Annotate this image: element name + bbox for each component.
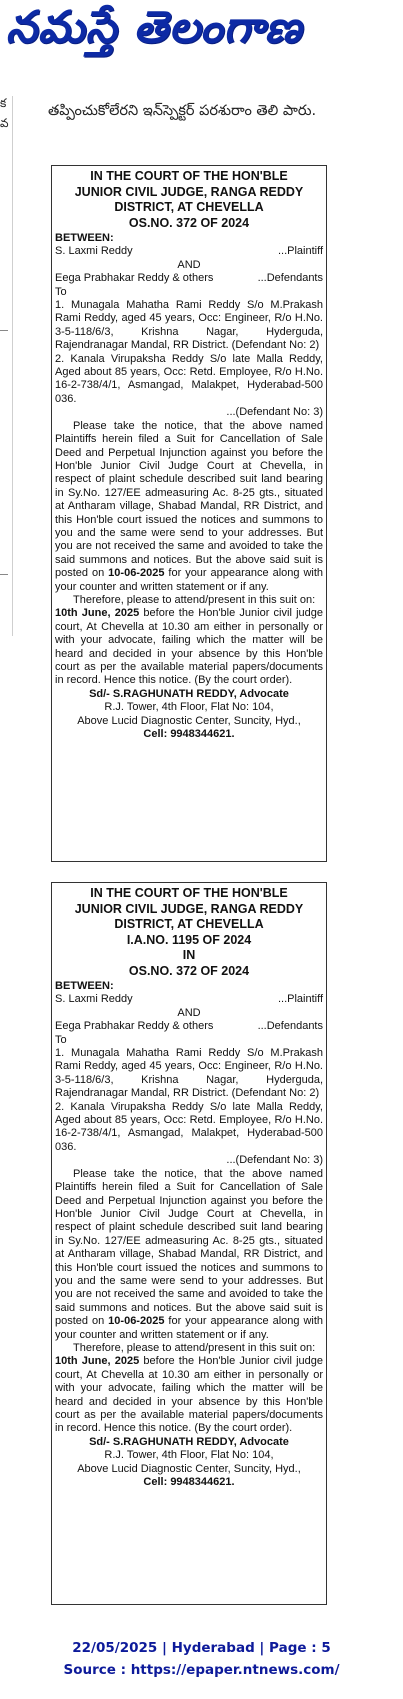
side-rule xyxy=(0,574,8,575)
column-divider xyxy=(12,96,13,636)
side-mark-1: క xyxy=(0,96,7,110)
header-line: DISTRICT, AT CHEVELLA xyxy=(114,200,264,214)
advocate-address-line: R.J. Tower, 4th Floor, Flat No: 104, xyxy=(104,701,274,714)
advocate-signature: Sd/- S.RAGHUNATH REDDY, Advocate xyxy=(89,687,289,700)
body-text: Please take the notice, that the above named Plaintiffs herein filed a Suit for Cancellation of Sale Deed and Perpetual Injunction against you before the Hon'ble Junior Civil Judge Court at Chevella, in respect of plaint schedule described suit land bearing in Sy.No. 127/EE admeasuring Ac. 8-25 gts., situated at Antharam village, Shabad Mandal, RR District, and this Hon'ble court issued the notices and summons to you and the same were send to your addresses. But you are not received the same and avoided to take the said summons and notices. But the above said suit is posted on xyxy=(55,419,323,580)
defendant-name: Eega Prabhakar Reddy & others xyxy=(55,1020,214,1033)
header-line: IN xyxy=(182,948,196,962)
to-label: To xyxy=(55,285,67,298)
newspaper-masthead xyxy=(0,0,403,78)
defendant-role: ...Defendants xyxy=(257,272,323,285)
defendant-row xyxy=(55,272,323,285)
advocate-address-line: Above Lucid Diagnostic Center, Suncity, Hyd., xyxy=(77,1462,301,1475)
advocate-address-line: Above Lucid Diagnostic Center, Suncity, Hyd., xyxy=(77,714,301,727)
court-notice-2 xyxy=(51,882,327,1605)
body-text: for your appearance along with your counter and written statement or if any. xyxy=(55,1315,324,1341)
between-label: BETWEEN: xyxy=(55,980,114,992)
court-notice-1 xyxy=(51,165,327,862)
defendant-2-tag: ...(Defendant No: 3) xyxy=(226,1154,323,1167)
header-line: IN THE COURT OF THE HON'BLE xyxy=(90,169,288,183)
defendant-2-tag: ...(Defendant No: 3) xyxy=(226,406,323,419)
case-number: OS.NO. 372 OF 2024 xyxy=(128,215,250,230)
defendant-2-details: 2. Kanala Virupaksha Reddy S/o late Malla Reddy, Aged about 85 years, Occ: Retd. Employee, R/o H.No. 16-2-738/4/1, Asmangad, Malakpet, Hyderabad-500 036. xyxy=(55,352,323,405)
notice-body-1 xyxy=(55,420,323,594)
advocate-phone: Cell: 9948344621. xyxy=(143,1476,235,1489)
appearance-date: 10th June, 2025 xyxy=(55,607,140,620)
advocate-signature: Sd/- S.RAGHUNATH REDDY, Advocate xyxy=(89,1435,289,1448)
side-mark-2: వ xyxy=(0,116,9,130)
defendant-2-details: 2. Kanala Virupaksha Reddy S/o late Malla Reddy, Aged about 85 years, Occ: Retd. Employee, R/o H.No. 16-2-738/4/1, Asmangad, Malakpet, Hyderabad-500 036. xyxy=(55,1100,323,1153)
notice-header xyxy=(55,169,323,231)
notice-body-2 xyxy=(55,1342,323,1355)
and-label: AND xyxy=(177,258,201,271)
body-text: for your appearance along with your counter and written statement or if any. xyxy=(55,567,324,593)
plaintiff-name: S. Laxmi Reddy xyxy=(55,245,133,258)
masthead-title: నమస్తే తెలంగాణ xyxy=(6,2,303,53)
between-label: BETWEEN: xyxy=(55,232,114,244)
body-text: Therefore, please to attend/present in this suit on: xyxy=(73,1341,316,1354)
body-text: Please take the notice, that the above named Plaintiffs herein filed a Suit for Cancellation of Sale Deed and Perpetual Injunction against you before the Hon'ble Junior Civil Judge Court at Chevella, in respect of plaint schedule described suit land bearing in Sy.No. 127/EE admeasuring Ac. 8-25 gts., situated at Antharam village, Shabad Mandal, RR District, and this Hon'ble court issued the notices and summons to you and the same were send to your addresses. But you are not received the same and avoided to take the said summons and notices. But the above said suit is posted on xyxy=(55,1167,323,1328)
footer-source-line: Source : https://epaper.ntnews.com/ xyxy=(63,1662,340,1678)
defendant-role: ...Defendants xyxy=(257,1020,323,1033)
notice-body-1 xyxy=(55,1168,323,1342)
advocate-address-line: R.J. Tower, 4th Floor, Flat No: 104, xyxy=(104,1449,274,1462)
plaintiff-name: S. Laxmi Reddy xyxy=(55,993,133,1006)
side-rule xyxy=(0,330,8,331)
body-text: before the Hon'ble Junior civil judge court, At Chevella at 10.30 am either in personally or with your advocate, failing which the matter will be heard and decided in your absence by this Hon'ble court as per the available material papers/documents in record. Hence this notice. (By the court order). xyxy=(55,607,323,687)
defendant-1-details: 1. Munagala Mahatha Rami Reddy S/o M.Prakash Rami Reddy, aged 45 years, Occ: Engineer, R/o H.No. 3-5-118/6/3, Krishna Nagar, Hyderguda, Rajendranagar Mandal, RR District. (Defendant No: 2) xyxy=(55,1047,323,1100)
header-line: IN THE COURT OF THE HON'BLE xyxy=(90,886,288,900)
header-line: JUNIOR CIVIL JUDGE, RANGA REDDY xyxy=(74,184,304,199)
plaintiff-row xyxy=(55,245,323,258)
body-text: Therefore, please to attend/present in this suit on: xyxy=(73,593,316,606)
notice-body-2 xyxy=(55,594,323,607)
notice-body-3 xyxy=(55,607,323,687)
defendant-name: Eega Prabhakar Reddy & others xyxy=(55,272,214,285)
defendant-1-details: 1. Munagala Mahatha Rami Reddy S/o M.Prakash Rami Reddy, aged 45 years, Occ: Engineer, R/o H.No. 3-5-118/6/3, Krishna Nagar, Hyderguda, Rajendranagar Mandal, RR District. (Defendant No: 2) xyxy=(55,299,323,352)
plaintiff-role: ...Plaintiff xyxy=(277,993,323,1006)
case-number: OS.NO. 372 OF 2024 xyxy=(128,963,250,978)
to-label: To xyxy=(55,1033,67,1046)
ia-number: I.A.NO. 1195 OF 2024 xyxy=(126,932,252,947)
plaintiff-role: ...Plaintiff xyxy=(277,245,323,258)
hearing-date: 10-06-2025 xyxy=(108,567,165,580)
and-label: AND xyxy=(177,1006,201,1019)
notice-header xyxy=(55,886,323,979)
advocate-phone: Cell: 9948344621. xyxy=(143,728,235,741)
header-line: JUNIOR CIVIL JUDGE, RANGA REDDY xyxy=(74,901,304,916)
footer-date-line: 22/05/2025 | Hyderabad | Page : 5 xyxy=(72,1640,331,1656)
defendant-row xyxy=(55,1020,323,1033)
appearance-date: 10th June, 2025 xyxy=(55,1355,140,1368)
adjacent-column-fragment xyxy=(0,96,12,576)
article-telugu-text: తప్పించుకోలేరని ఇన్‌స్పెక్టర్ పరశురాం తెలి పారు. xyxy=(48,103,317,119)
header-line: DISTRICT, AT CHEVELLA xyxy=(114,917,264,931)
hearing-date: 10-06-2025 xyxy=(108,1315,165,1328)
notice-body-3 xyxy=(55,1355,323,1435)
body-text: before the Hon'ble Junior civil judge court, At Chevella at 10.30 am either in personally or with your advocate, failing which the matter will be heard and decided in your absence by this Hon'ble court as per the available material papers/documents in record. Hence this notice. (By the court order). xyxy=(55,1355,323,1435)
plaintiff-row xyxy=(55,993,323,1006)
